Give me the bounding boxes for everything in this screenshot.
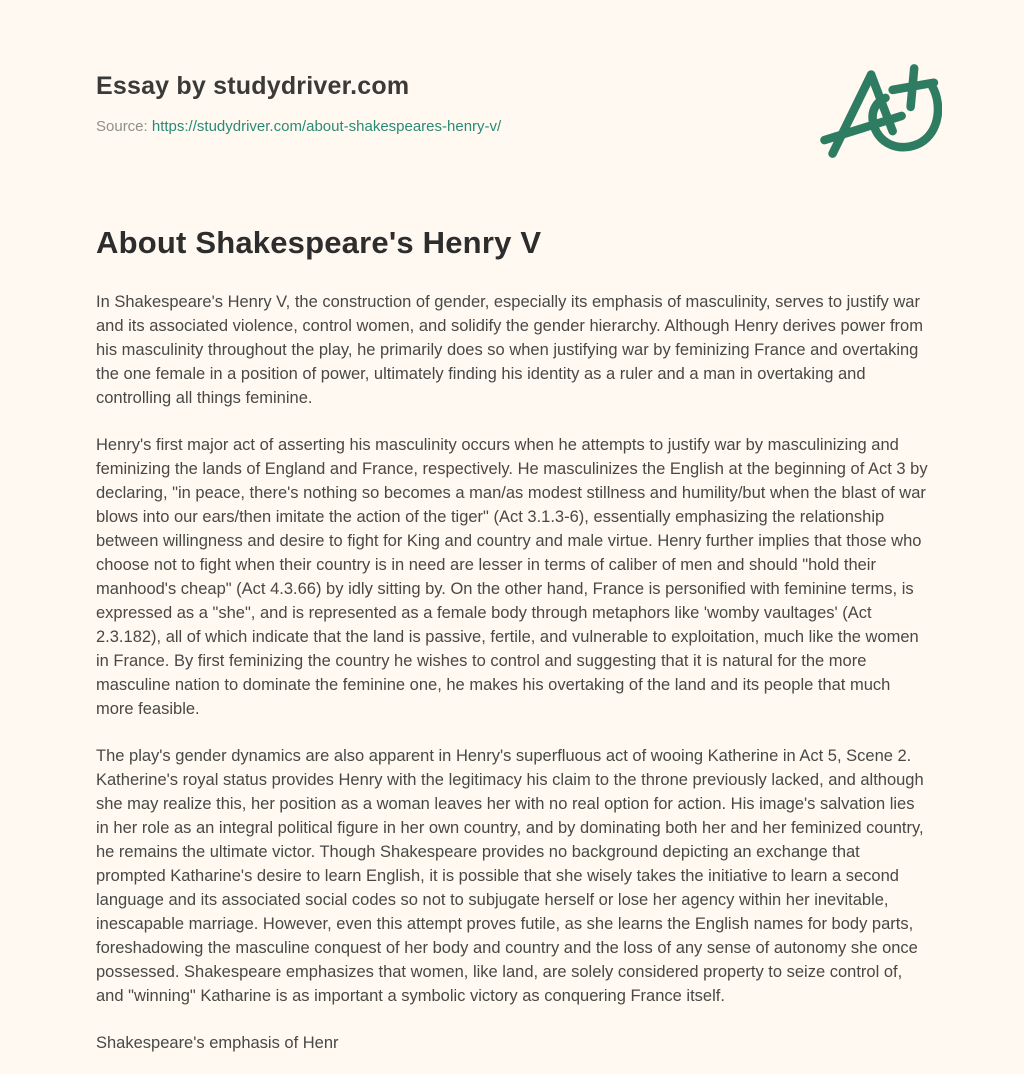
paragraph-2: Henry's first major act of asserting his masculinity occurs when he attempts to justify war by masculinizing and feminizing the lands of England and France, respectively. He masculinizes the English at the beginning of Act 3 by declaring, "in peace, there's nothing so becomes a man/as modest stillness and humility/but when the blast of war blows into our ears/then imitate the action of the tiger" (Act 3.1.3-6), essentially emphasizing the relationship between willingness and desire to fight for King and country and male virtue. Henry further implies that those who choose not to fight when their country is in need are lesser in terms of caliber of men and should "hold their manhood's cheap" (Act 4.3.66) by idly sitting by. On the other hand, France is personified with feminine terms, is expressed as a "she", and is represented as a female body through metaphors like 'womby vaultages' (Act 2.3.182), all of which indicate that the land is passive, fertile, and vulnerable to exploitation, much like the women in France. By first feminizing the country he wishes to control and suggesting that it is natural for the more masculine nation to dominate the feminine one, he makes his overtaking of the land and its people that much more feasible. xyxy=(96,436,928,718)
document-header-title: Essay by studydriver.com xyxy=(96,72,410,100)
article-body xyxy=(96,290,928,1055)
a-plus-logo-icon xyxy=(820,58,942,172)
source-label: Source: xyxy=(96,118,148,135)
paragraph-1: In Shakespeare's Henry V, the construction of gender, especially its emphasis of masculinity, serves to justify war and its associated violence, control women, and solidify the gender hierarchy. Although Henry derives power from his masculinity throughout the play, he primarily does so when justifying war by feminizing France and overtaking the one female in a position of power, ultimately finding his identity as a ruler and a man in overtaking and controlling all things feminine. xyxy=(96,293,923,407)
paragraph-3: The play's gender dynamics are also apparent in Henry's superfluous act of wooing Katherine in Act 5, Scene 2. Katherine's royal status provides Henry with the legitimacy his claim to the throne previously lacked, and although she may realize this, her position as a woman leaves her with no real option for action. His image's salvation lies in her role as an integral political figure in her own country, and by dominating both her and her feminized country, he remains the ultimate victor. Though Shakespeare provides no background depicting an exchange that prompted Katharine's desire to learn English, it is possible that she wisely takes the initiative to learn a second language and its associated social codes so not to subjugate herself or lose her agency within her inevitable, inescapable marriage. However, even this attempt proves futile, as she learns the English names for body parts, foreshadowing the masculine conquest of her body and country and the loss of any sense of autonomy she once possessed. Shakespeare emphasizes that women, like land, are solely considered property to seize control of, and "winning" Katharine is as important a symbolic victory as conquering France itself. xyxy=(96,747,924,1005)
article-title: About Shakespeare's Henry V xyxy=(96,225,542,260)
paragraph-4: Shakespeare's emphasis of Henr xyxy=(96,1034,339,1052)
source-url-link[interactable]: https://studydriver.com/about-shakespeares-henry-v/ xyxy=(151,118,502,135)
source-line xyxy=(96,118,928,135)
document-header xyxy=(96,0,928,135)
